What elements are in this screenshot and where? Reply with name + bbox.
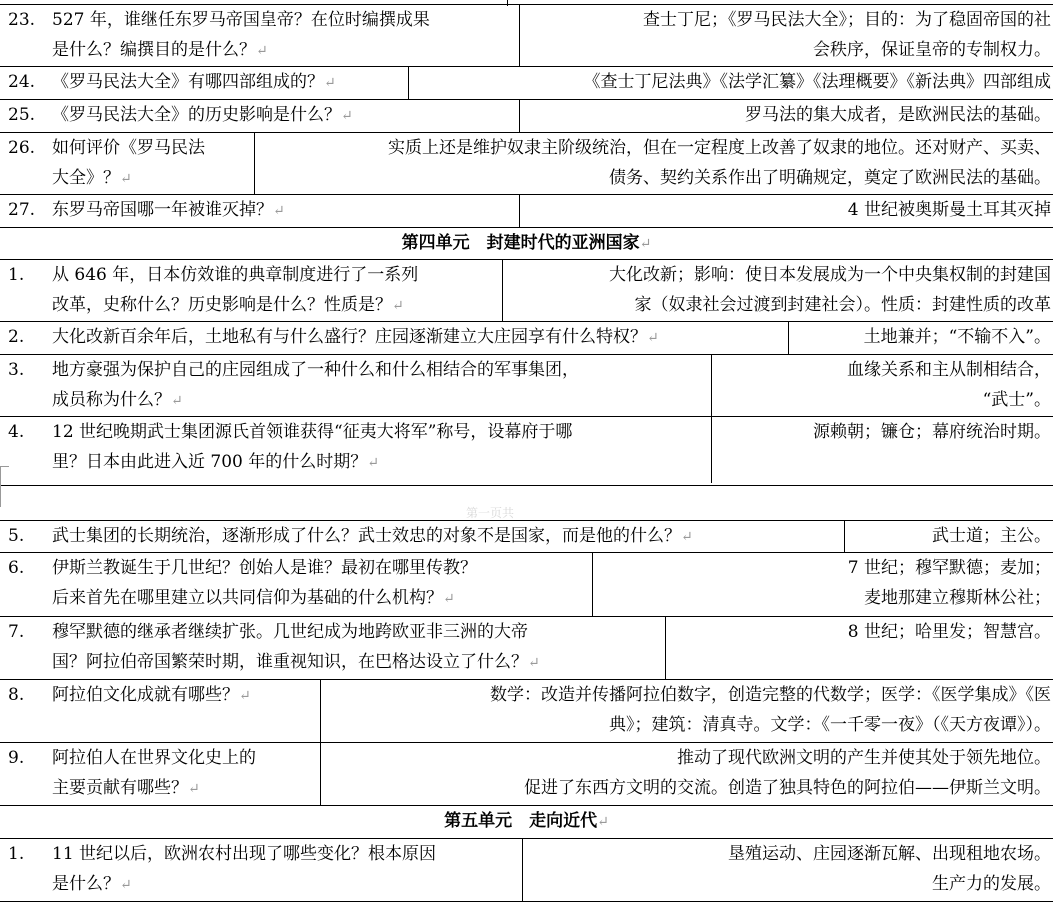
question-line: 阿拉伯人在世界文化史上的: [52, 748, 256, 768]
row-number: 26.: [8, 138, 36, 158]
return-mark-icon: ↵: [188, 781, 200, 797]
table-row: [0, 4, 1053, 66]
table-row: [0, 99, 1053, 132]
row-number: 4.: [8, 422, 25, 442]
section-title: 第四单元 封建时代的亚洲国家: [401, 233, 640, 253]
row-number: 1.: [8, 265, 25, 285]
question-line: 阿拉伯文化成就有哪些？: [52, 685, 239, 705]
question-cell: [52, 743, 320, 805]
question-line: 后来首先在哪里建立以共同信仰为基础的什么机构？: [52, 588, 443, 608]
row-number: 5.: [8, 526, 25, 546]
answer-cell: 源赖朝；镰仓；幕府统治时期。: [711, 417, 1053, 483]
answer-cell: [502, 260, 1053, 321]
row-number: 9.: [8, 748, 25, 768]
return-mark-icon: ↵: [120, 171, 132, 187]
answer-line: 数学：改造并传播阿拉伯数字，创造完整的代数学；医学：《医学集成》《医: [490, 685, 1051, 705]
row-number: 6.: [8, 558, 25, 578]
question-cell: [52, 617, 665, 679]
table-row: [0, 616, 1053, 679]
return-mark-icon: ↵: [273, 203, 285, 219]
question-line: 大化改新百余年后，土地私有与什么盛行？庄园逐渐建立大庄园享有什么特权？: [52, 327, 647, 347]
question-line: 武士集团的长期统治，逐渐形成了什么？武士效忠的对象不是国家，而是他的什么？: [52, 526, 681, 546]
question-line: 成员称为什么？: [52, 390, 171, 410]
question-line: 主要贡献有哪些？: [52, 778, 188, 798]
question-cell: [52, 5, 519, 66]
question-line: 改革，史称什么？历史影响是什么？性质是？: [52, 295, 392, 315]
row-number: 1.: [8, 844, 25, 864]
return-mark-icon: ↵: [341, 108, 353, 124]
section-heading: [0, 227, 1053, 259]
row-number: 27.: [8, 200, 36, 220]
answer-line: 典》；建筑：清真寺。文学：《一千零一夜》（《天方夜谭》）。: [609, 715, 1051, 735]
row-number: 23.: [8, 10, 36, 30]
return-mark-icon: ↵: [639, 236, 652, 252]
answer-cell: 4 世纪被奥斯曼土耳其灭掉: [519, 195, 1053, 227]
question-cell: [52, 553, 592, 616]
answer-cell: [320, 743, 1053, 805]
question-cell: [52, 260, 502, 321]
answer-line: 推动了现代欧洲文明的产生并使其处于领先地位。: [677, 748, 1051, 768]
table-row: [0, 259, 1053, 321]
question-cell: [52, 100, 519, 132]
answer-line: 血缘关系和主从制相结合，: [847, 360, 1051, 380]
page-break-label: 第一页共: [466, 506, 515, 520]
answer-line: 垦殖运动、庄园逐渐瓦解、出现租地农场。: [728, 844, 1051, 864]
question-cell: [52, 67, 408, 99]
question-line: 《罗马民法大全》有哪四部组成的？: [52, 72, 324, 92]
margin-bracket: [0, 466, 9, 507]
question-line: 国？阿拉伯帝国繁荣时期，谁重视知识，在巴格达设立了什么？: [52, 652, 528, 672]
question-cell: [52, 133, 254, 194]
table-row: [0, 520, 1053, 552]
section-heading: [0, 805, 1053, 838]
return-mark-icon: ↵: [443, 591, 455, 607]
return-mark-icon: ↵: [367, 455, 379, 471]
answer-cell: 罗马法的集大成者，是欧洲民法的基础。: [519, 100, 1053, 132]
question-line: 《罗马民法大全》的历史影响是什么？: [52, 105, 341, 125]
row-number: 25.: [8, 105, 36, 125]
answer-line: 生产力的发展。: [932, 874, 1051, 894]
answer-cell: [254, 133, 1053, 194]
return-mark-icon: ↵: [239, 688, 251, 704]
answer-line: 大化改新；影响：使日本发展成为一个中央集权制的封建国: [609, 265, 1051, 285]
answer-cell: 8 世纪；哈里发；智慧宫。: [665, 617, 1053, 679]
return-mark-icon: ↵: [171, 393, 183, 409]
table-row: [0, 354, 1053, 416]
question-cell: [52, 322, 788, 354]
question-line: 11 世纪以后，欧洲农村出现了哪些变化？根本原因: [52, 844, 437, 864]
table-row: [0, 194, 1053, 227]
answer-cell: 土地兼并；“不输不入”。: [788, 322, 1053, 354]
question-line: 穆罕默德的继承者继续扩张。几世纪成为地跨欧亚非三洲的大帝: [52, 622, 528, 642]
row-number: 3.: [8, 360, 25, 380]
table-row: [0, 679, 1053, 742]
question-line: 里？日本由此进入近 700 年的什么时期？: [52, 452, 368, 472]
answer-cell: [519, 5, 1053, 66]
answer-line: 实质上还是维护奴隶主阶级统治，但在一定程度上改善了奴隶的地位。还对财产、买卖、: [388, 138, 1051, 158]
question-cell: [52, 417, 711, 483]
question-cell: [52, 839, 522, 901]
table-row: [0, 416, 1053, 483]
row-number: 7.: [8, 622, 25, 642]
question-line: 是什么？编撰目的是什么？: [52, 40, 256, 60]
table-row: [0, 552, 1053, 616]
answer-cell: [522, 839, 1053, 901]
page-break: [0, 485, 1053, 524]
answer-line: 会秩序，保证皇帝的专制权力。: [813, 40, 1051, 60]
question-line: 从 646 年，日本仿效谁的典章制度进行了一系列: [52, 265, 419, 285]
question-line: 大全》？: [52, 168, 120, 188]
answer-line: 麦地那建立穆斯林公社；: [864, 588, 1051, 608]
question-line: 12 世纪晚期武士集团源氏首领谁获得“征夷大将军”称号，设幕府于哪: [52, 422, 573, 442]
row-number: 2.: [8, 327, 25, 347]
return-mark-icon: ↵: [256, 43, 268, 59]
question-line: 527 年，谁继任东罗马帝国皇帝？在位时编撰成果: [52, 10, 430, 30]
return-mark-icon: ↵: [528, 655, 540, 671]
answer-cell: [592, 553, 1053, 616]
answer-cell: 《查士丁尼法典》《法学汇纂》《法理概要》《新法典》四部组成: [408, 67, 1053, 99]
return-mark-icon: ↵: [597, 814, 609, 830]
return-mark-icon: ↵: [681, 529, 693, 545]
answer-cell: [320, 680, 1053, 742]
answer-cell: 武士道；主公。: [844, 521, 1053, 552]
answer-cell: [711, 355, 1053, 416]
question-line: 伊斯兰教诞生于几世纪？创始人是谁？最初在哪里传教？: [52, 558, 477, 578]
question-cell: [52, 195, 519, 227]
question-cell: [52, 355, 711, 416]
answer-line: “武士”。: [982, 390, 1051, 410]
answer-line: 查士丁尼；《罗马民法大全》；目的：为了稳固帝国的社: [643, 10, 1051, 30]
question-cell: [52, 680, 320, 742]
return-mark-icon: ↵: [120, 877, 132, 893]
answer-line: 促进了东西方文明的交流。创造了独具特色的阿拉伯——伊斯兰文明。: [524, 778, 1051, 798]
row-number: 24.: [8, 72, 36, 92]
table-row: [0, 321, 1053, 354]
table-row: [0, 838, 1053, 902]
answer-line: 家（奴隶社会过渡到封建社会）。性质：封建性质的改革: [634, 295, 1051, 315]
answer-line: 7 世纪；穆罕默德；麦加；: [847, 558, 1051, 578]
question-line: 是什么？: [52, 874, 120, 894]
return-mark-icon: ↵: [392, 298, 404, 314]
answer-line: 债务、契约关系作出了明确规定，奠定了欧洲民法的基础。: [609, 168, 1051, 188]
row-number: 8.: [8, 685, 25, 705]
return-mark-icon: ↵: [647, 330, 659, 346]
question-line: 东罗马帝国哪一年被谁灭掉？: [52, 200, 273, 220]
question-line: 地方豪强为保护自己的庄园组成了一种什么和什么相结合的军事集团，: [52, 360, 579, 380]
table-row: [0, 66, 1053, 99]
question-line: 如何评价《罗马民法: [52, 138, 205, 158]
return-mark-icon: ↵: [324, 75, 336, 91]
question-cell: [52, 521, 844, 552]
table-row: [0, 742, 1053, 805]
table-row: [0, 132, 1053, 194]
section-title: 第五单元 走向近代: [444, 811, 598, 831]
